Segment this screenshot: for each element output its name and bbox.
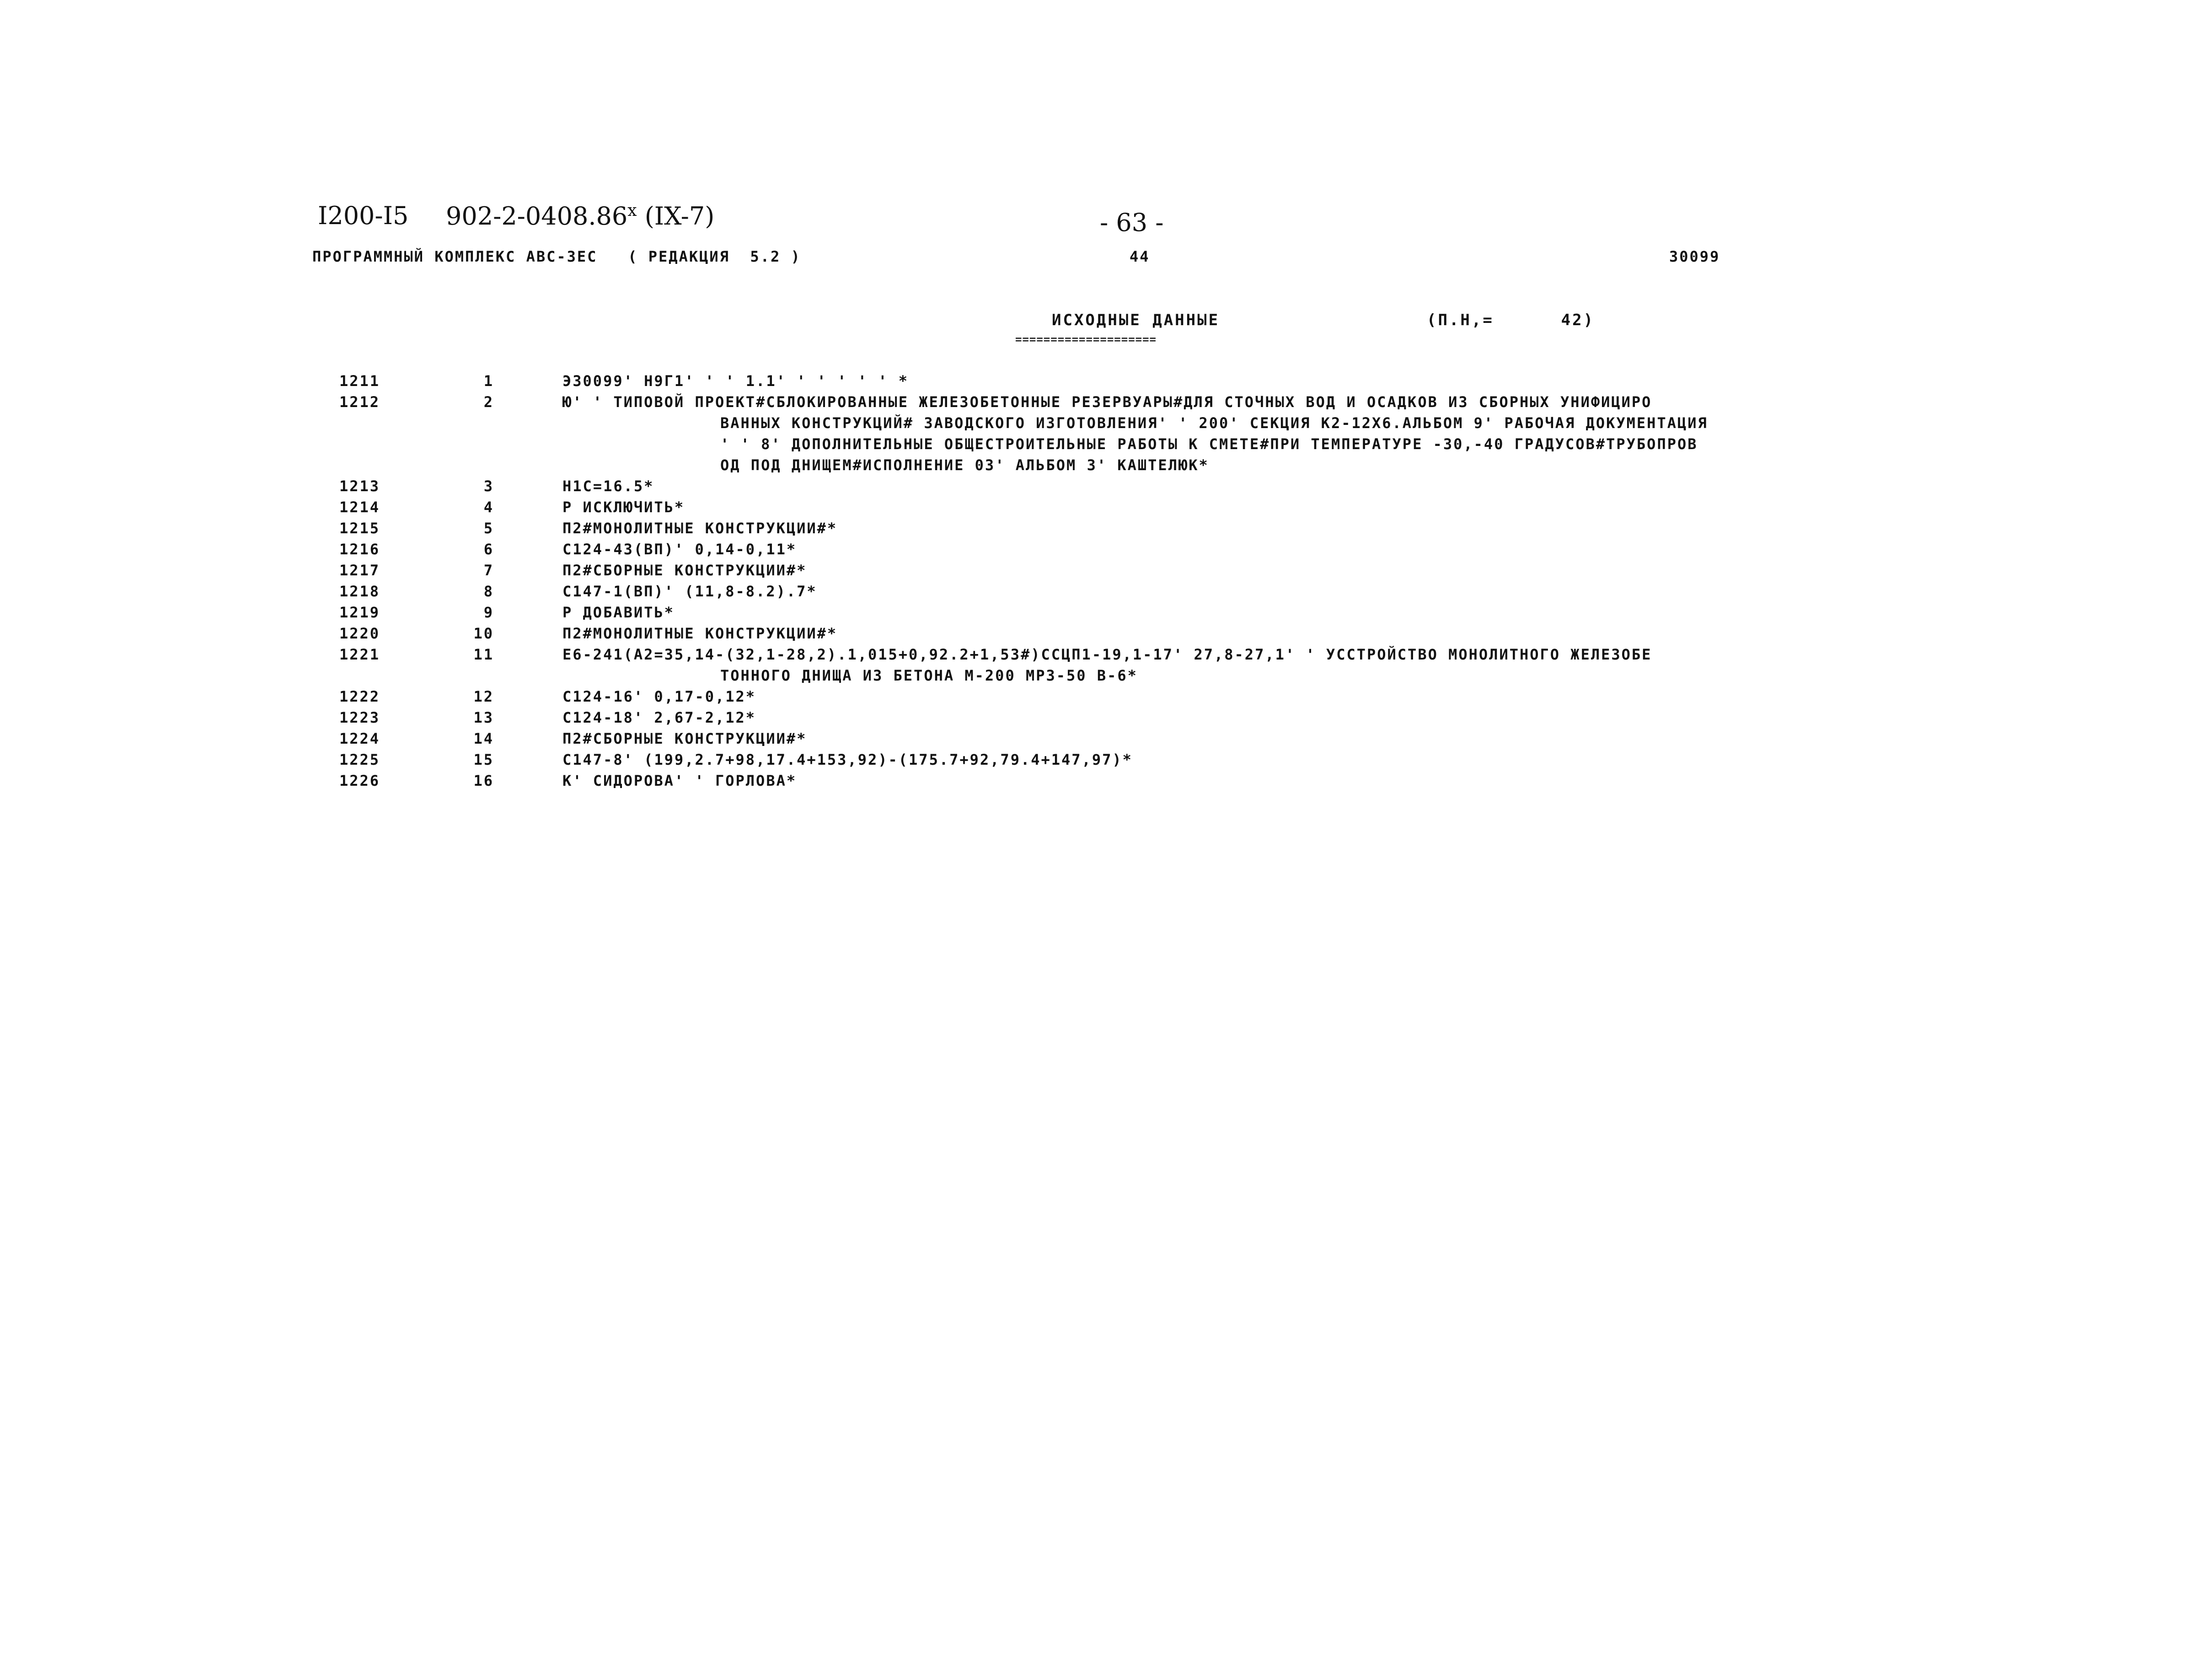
line-number-value: 3	[483, 477, 494, 495]
listing-row	[320, 392, 1930, 476]
line-number	[457, 560, 562, 581]
document-id: I200-I5	[318, 201, 409, 230]
project-code-number: 902-2-0408.86	[446, 202, 628, 231]
project-code-suffix: (IX-7)	[637, 202, 715, 231]
record-number: 1226	[339, 772, 380, 789]
record-text-line: П2#МОНОЛИТНЫЕ КОНСТРУКЦИИ#*	[562, 625, 838, 642]
listing-row	[320, 707, 1930, 728]
listing-row	[320, 644, 1930, 686]
record-text-line: Э30099' Н9Г1' ' ' 1.1' ' ' ' ' ' *	[562, 372, 909, 390]
line-number	[457, 728, 562, 749]
line-number-value: 6	[483, 541, 494, 558]
record-text-continuation: ВАННЫХ КОНСТРУКЦИЙ# ЗАВОДСКОГО ИЗГОТОВЛЕНИЯ' ' 200' СЕКЦИЯ К2-12Х6.АЛЬБОМ 9' РАБОЧАЯ ДОКУМЕНТАЦИЯ	[720, 414, 1708, 432]
listing-row	[320, 497, 1930, 518]
listing-row	[320, 476, 1930, 497]
record-number: 1222	[339, 688, 380, 705]
record-text	[562, 518, 1930, 539]
line-number-value: 11	[473, 646, 494, 663]
record-text	[562, 644, 1930, 686]
record-number: 1215	[339, 520, 380, 537]
line-number	[457, 539, 562, 560]
line-number	[457, 770, 562, 791]
listing-row	[320, 623, 1930, 644]
line-number	[457, 707, 562, 728]
record-text	[562, 392, 1930, 476]
program-complex-line: ПРОГРАММНЫЙ КОМПЛЕКС АВС-ЗЕС ( РЕДАКЦИЯ 5.2 )	[312, 248, 801, 265]
line-number-value: 15	[473, 751, 494, 768]
record-text-continuation: ' ' 8' ДОПОЛНИТЕЛЬНЫЕ ОБЩЕСТРОИТЕЛЬНЫЕ РАБОТЫ К СМЕТЕ#ПРИ ТЕМПЕРАТУРЕ -30,-40 ГРАДУСОВ#ТРУБОПРОВ	[720, 435, 1698, 453]
record-text	[562, 749, 1930, 770]
record-text-continuation: ТОННОГО ДНИЩА ИЗ БЕТОНА М-200 МРЗ-50 В-6*	[720, 667, 1138, 684]
record-number: 1216	[339, 541, 380, 558]
line-number	[457, 686, 562, 707]
line-number-value: 10	[473, 625, 494, 642]
record-text-line: Е6-241(А2=35,14-(32,1-28,2).1,015+0,92.2+1,53#)ССЦП1-19,1-17' 27,8-27,1' ' УССТРОЙСТВО МОНОЛИТНОГО ЖЕЛЕЗОБЕ	[562, 646, 1652, 663]
record-number: 1224	[339, 730, 380, 747]
listing-row	[320, 749, 1930, 770]
line-number-value: 1	[483, 372, 494, 390]
record-text-line: П2#СБОРНЫЕ КОНСТРУКЦИИ#*	[562, 730, 807, 747]
project-code	[446, 201, 714, 231]
line-number-value: 14	[473, 730, 494, 747]
record-text-line: Ю' ' ТИПОВОЙ ПРОЕКТ#СБЛОКИРОВАННЫЕ ЖЕЛЕЗОБЕТОННЫЕ РЕЗЕРВУАРЫ#ДЛЯ СТОЧНЫХ ВОД И ОСАДКОВ ИЗ СБОРНЫХ УНИФИЦИРО	[562, 393, 1652, 411]
listing-row	[320, 370, 1930, 392]
record-text-line: Р ДОБАВИТЬ*	[562, 604, 675, 621]
record-text	[562, 728, 1930, 749]
record-text-line: С124-16' 0,17-0,12*	[562, 688, 756, 705]
listing-row	[320, 581, 1930, 602]
listing-row	[320, 560, 1930, 581]
line-number	[457, 749, 562, 770]
record-text	[562, 560, 1930, 581]
record-number: 1219	[339, 604, 380, 621]
line-number	[457, 518, 562, 539]
line-number	[457, 644, 562, 665]
record-number: 1220	[339, 625, 380, 642]
line-number	[457, 602, 562, 623]
line-number-value: 12	[473, 688, 494, 705]
record-text-line: С124-43(ВП)' 0,14-0,11*	[562, 541, 797, 558]
record-text-continuation: ОД ПОД ДНИЩЕМ#ИСПОЛНЕНИЕ 03' АЛЬБОМ 3' КАШТЕЛЮК*	[720, 456, 1209, 474]
record-text-line: С147-1(ВП)' (11,8-8.2).7*	[562, 583, 817, 600]
program-page-number: 44	[1130, 248, 1150, 265]
record-text	[562, 623, 1930, 644]
record-text	[562, 770, 1930, 791]
listing-row	[320, 686, 1930, 707]
line-number-value: 8	[483, 583, 494, 600]
record-number: 1212	[339, 393, 380, 411]
section-title: ИСХОДНЫЕ ДАННЫЕ	[1052, 311, 1220, 329]
record-text	[562, 539, 1930, 560]
record-number: 1225	[339, 751, 380, 768]
line-number	[457, 476, 562, 497]
record-text-line: С124-18' 2,67-2,12*	[562, 709, 756, 726]
record-text-line: К' СИДОРОВА' ' ГОРЛОВА*	[562, 772, 797, 789]
job-number: 30099	[1669, 248, 1720, 265]
record-text-line: П2#СБОРНЫЕ КОНСТРУКЦИИ#*	[562, 562, 807, 579]
line-number-value: 13	[473, 709, 494, 726]
record-number: 1211	[339, 372, 380, 390]
record-text	[562, 370, 1930, 392]
record-number: 1213	[339, 477, 380, 495]
line-number	[457, 581, 562, 602]
record-text-line: П2#МОНОЛИТНЫЕ КОНСТРУКЦИИ#*	[562, 520, 838, 537]
record-text	[562, 707, 1930, 728]
record-text-line: Н1С=16.5*	[562, 477, 654, 495]
record-text-line: С147-8' (199,2.7+98,17.4+153,92)-(175.7+92,79.4+147,97)*	[562, 751, 1133, 768]
project-code-mark: x	[627, 201, 637, 220]
listing-row	[320, 539, 1930, 560]
record-text-line: Р ИСКЛЮЧИТЬ*	[562, 499, 685, 516]
source-data-listing	[320, 370, 1930, 791]
line-number-value: 5	[483, 520, 494, 537]
line-number-value: 16	[473, 772, 494, 789]
listing-row	[320, 602, 1930, 623]
line-number	[457, 392, 562, 413]
record-text	[562, 602, 1930, 623]
line-number-value: 4	[483, 499, 494, 516]
section-parameter: (П.Н,= 42)	[1427, 311, 1595, 329]
record-number: 1214	[339, 499, 380, 516]
record-text	[562, 476, 1930, 497]
listing-row	[320, 770, 1930, 791]
section-underline: ====================	[1015, 333, 1157, 346]
listing-row	[320, 518, 1930, 539]
line-number-value: 7	[483, 562, 494, 579]
page-number: - 63 -	[1100, 208, 1164, 237]
record-text	[562, 686, 1930, 707]
line-number-value: 2	[483, 393, 494, 411]
record-number: 1217	[339, 562, 380, 579]
record-text	[562, 581, 1930, 602]
record-number: 1221	[339, 646, 380, 663]
line-number	[457, 497, 562, 518]
line-number-value: 9	[483, 604, 494, 621]
record-number: 1223	[339, 709, 380, 726]
listing-row	[320, 728, 1930, 749]
record-text	[562, 497, 1930, 518]
line-number	[457, 370, 562, 392]
line-number	[457, 623, 562, 644]
record-number: 1218	[339, 583, 380, 600]
